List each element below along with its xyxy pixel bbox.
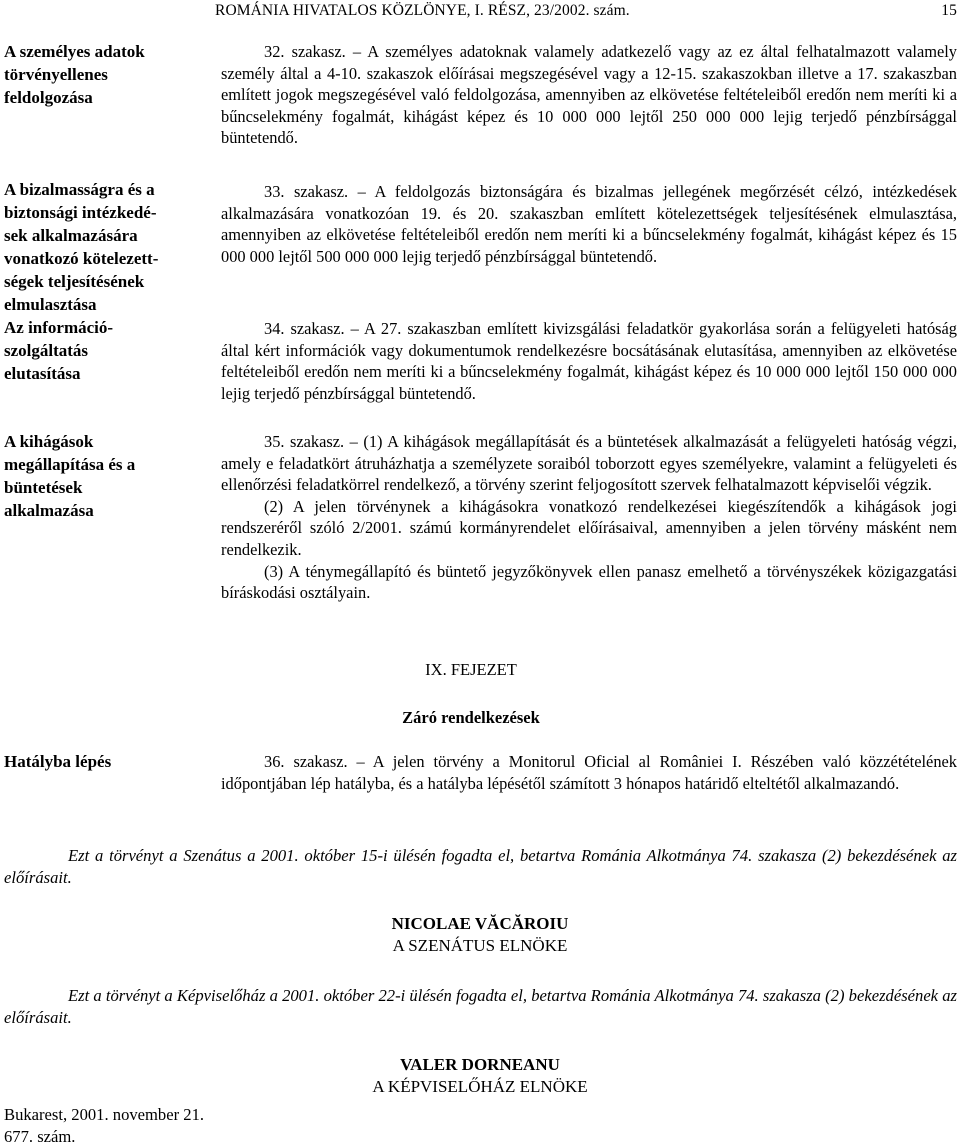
house-signer-role: A KÉPVISELŐHÁZ ELNÖKE	[372, 1077, 588, 1096]
article-33-text: 33. szakasz. – A feldolgozás biztonságára és bizalmas jellegének megőrzését célzó, intézkedések alkalmazására vonatkozóan 19. és 20. szakaszban említett kötelezettségek teljesítésének elmulasztása, amennyiben az elkövetése feltételeiből eredőn nem meríti ki a bűncselekmény fogalmát, kihágást képez és 15 000 000 lejtől 500 000 000 lejig terjedő pénzbírsággal büntetendő.	[221, 182, 957, 266]
margin-note-line: A bizalmasságra és a	[4, 180, 155, 199]
senate-signer-name: NICOLAE VĂCĂROIU	[391, 914, 569, 933]
margin-note-line: feldolgozása	[4, 88, 93, 107]
margin-note-security-obligations	[4, 178, 204, 316]
article-35	[221, 431, 957, 604]
margin-note-line: vonatkozó kötelezett-	[4, 249, 159, 268]
margin-note-line: ségek teljesítésének	[4, 272, 145, 291]
article-35-para-3: (3) A ténymegállapító és büntető jegyzőkönyvek ellen panasz emelhető a törvényszékek közigazgatási bíráskodási osztályain.	[221, 561, 957, 603]
margin-note-unlawful-processing	[4, 40, 204, 109]
running-header	[215, 2, 957, 20]
act-number: 677. szám.	[4, 1127, 76, 1146]
chapter-heading: IX. FEJEZET	[425, 660, 517, 679]
margin-note-line: Az információ-	[4, 318, 114, 337]
margin-note-line: elutasítása	[4, 364, 81, 383]
article-32	[221, 41, 957, 149]
margin-note-information-refusal	[4, 316, 204, 385]
article-36-text: 36. szakasz. – A jelen törvény a Monitorul Oficial al României I. Részében való közzétételének időpontjában lép hatályba, és a hatályba lépésétől számított 3 hónapos határidő elteltétől alkalmazandó.	[221, 752, 957, 793]
article-35-para-2: (2) A jelen törvénynek a kihágásokra vonatkozó rendelkezései kiegészítendők a kihágások jogi rendszeréről szóló 2/2001. számú kormányrendelet előírásaival, amennyiben a jelen törvény másként nem rendelkezik.	[221, 496, 957, 559]
article-34	[221, 318, 957, 404]
margin-note-line: büntetések	[4, 478, 83, 497]
house-signer-name: VALER DORNEANU	[400, 1055, 560, 1074]
page-number: 15	[941, 2, 957, 19]
article-36	[221, 751, 957, 794]
margin-note-line: megállapítása és a	[4, 455, 136, 474]
place-and-date: Bukarest, 2001. november 21.	[4, 1105, 205, 1124]
margin-note-line: A személyes adatok	[4, 42, 145, 61]
senate-signer-role: A SZENÁTUS ELNÖKE	[392, 936, 568, 955]
house-adoption-clause	[4, 985, 957, 1029]
article-35-para-1: 35. szakasz. – (1) A kihágások megállapítását és a büntetések alkalmazását a felügyeleti hatóság végzi, amely e feladatkört átruházhatja a személyzete soraiból toborzott egyes személyekre, valamint a felügyeleti és ellenőrzési feladatkörrel rendelkező, a törvény szerint feljogosított szervek felhatalmazott képviselői végzik.	[221, 432, 957, 495]
margin-note-entry-into-force	[4, 750, 204, 773]
margin-note-line: A kihágások	[4, 432, 94, 451]
article-32-text: 32. szakasz. – A személyes adatoknak valamely adatkezelő vagy az ez által felhatalmazott valamely személy által a 4-10. szakaszok előírásai megszegésével vagy a 12-15. szakaszokban illetve a 17. szakaszban említett jogok megszegésével való feldolgozása, amennyiben az elkövetése feltételeiből eredőn nem meríti ki a bűncselekmény fogalmát, kihágást képez és 10 000 000 lejtől 250 000 000 lejig terjedő pénzbírsággal büntetendő.	[221, 42, 957, 148]
house-adoption-text: Ezt a törvényt a Képviselőház a 2001. október 22-i ülésén fogadta el, betartva Románia Alkotmánya 74. szakasza (2) bekezdésének az előírásait.	[4, 986, 957, 1027]
margin-note-offences	[4, 430, 204, 522]
header-title: ROMÁNIA HIVATALOS KÖZLÖNYE, I. RÉSZ, 23/2002. szám.	[215, 2, 630, 19]
chapter-title: Záró rendelkezések	[402, 708, 540, 727]
house-signature-block	[215, 1054, 745, 1098]
article-33	[221, 181, 957, 267]
margin-note-line: alkalmazása	[4, 501, 94, 520]
margin-note-line: Hatályba lépés	[4, 752, 112, 771]
margin-note-line: elmulasztása	[4, 295, 97, 314]
article-34-text: 34. szakasz. – A 27. szakaszban említett kivizsgálási feladatkör gyakorlása során a felügyeleti hatóság által kért információk vagy dokumentumok rendelkezésre bocsátásának elutasítása, amennyiben az elkövetése feltételeiből eredőn nem meríti ki a bűncselekmény fogalmát, kihágást képez és 10 000 000 lejtől 150 000 000 lejig terjedő pénzbírsággal büntetendő.	[221, 319, 957, 403]
margin-note-line: szolgáltatás	[4, 341, 89, 360]
margin-note-line: biztonsági intézkedé-	[4, 203, 157, 222]
senate-adoption-clause	[4, 845, 957, 889]
senate-adoption-text: Ezt a törvényt a Szenátus a 2001. október 15-i ülésén fogadta el, betartva Románia Alkotmánya 74. szakasza (2) bekezdésének az előírásait.	[4, 846, 957, 887]
margin-note-line: törvényellenes	[4, 65, 108, 84]
senate-signature-block	[215, 913, 745, 957]
margin-note-line: sek alkalmazására	[4, 226, 138, 245]
